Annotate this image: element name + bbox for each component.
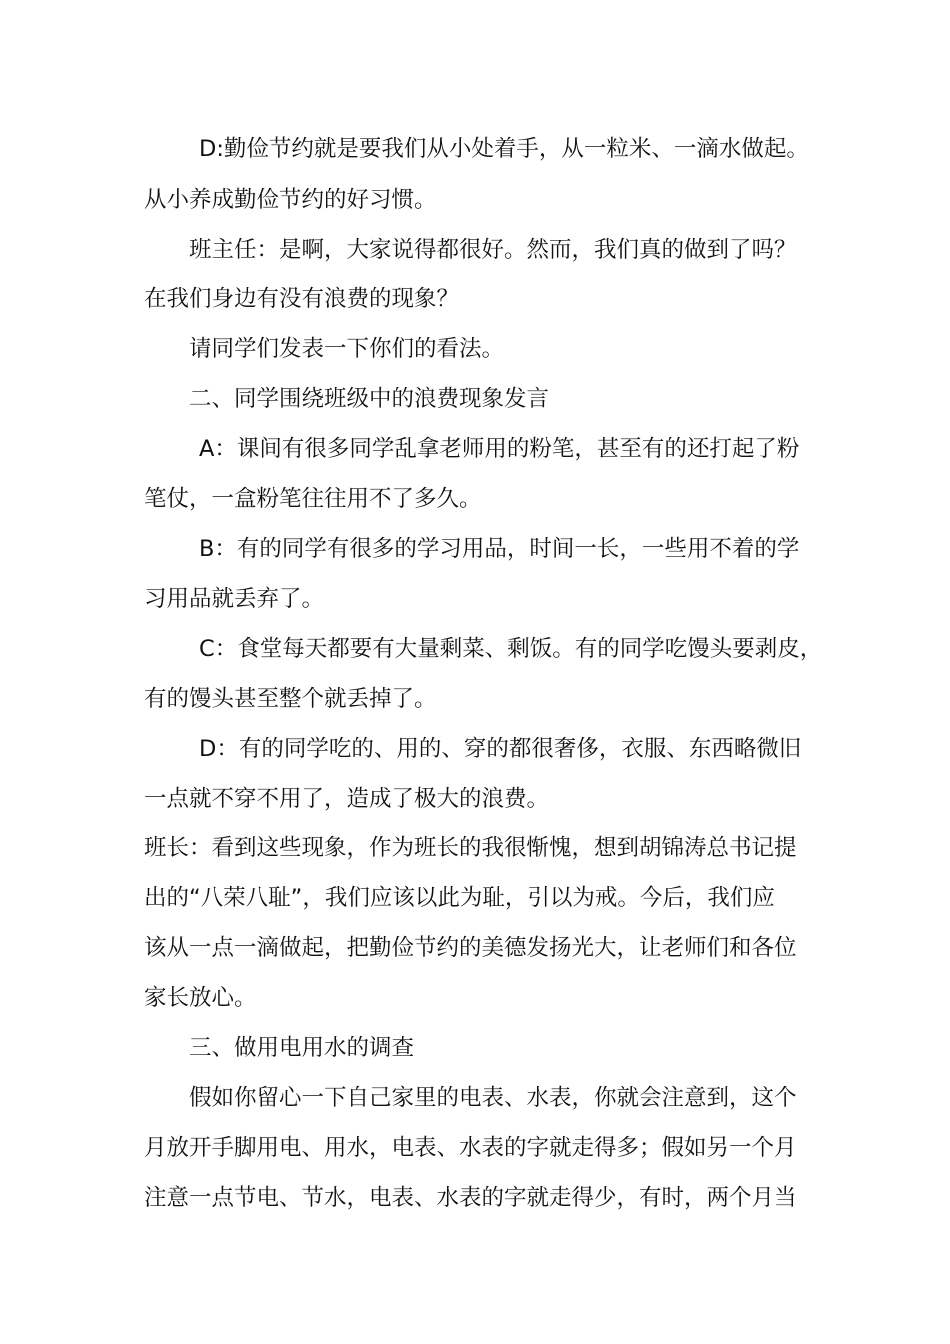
paragraph-line: 出的“八荣八耻”，我们应该以此为耻，引以为戒。今后，我们应 (144, 885, 775, 911)
paragraph-line: 月放开手脚用电、用水，电表、水表的字就走得多；假如另一个月 (144, 1135, 797, 1161)
paragraph-line: D：有的同学吃的、用的、穿的都很奢侈，衣服、东西略微旧 (199, 736, 802, 762)
paragraph-line: 一点就不穿不用了，造成了极大的浪费。 (144, 786, 550, 812)
paragraph-line: 班长：看到这些现象，作为班长的我很惭愧，想到胡锦涛总书记提 (144, 835, 797, 861)
paragraph-line: 笔仗，一盒粉笔往往用不了多久。 (144, 486, 482, 512)
paragraph-line: 家长放心。 (144, 985, 257, 1011)
paragraph-line: 班主任：是啊，大家说得都很好。然而，我们真的做到了吗？ (189, 237, 797, 263)
paragraph-line: 有的馒头甚至整个就丢掉了。 (144, 686, 437, 712)
section-heading: 三、做用电用水的调查 (189, 1035, 415, 1061)
paragraph-line: A：课间有很多同学乱拿老师用的粉笔，甚至有的还打起了粉 (199, 436, 800, 462)
paragraph-line: D:勤俭节约就是要我们从小处着手，从一粒米、一滴水做起。 (199, 136, 809, 162)
paragraph-line: 假如你留心一下自己家里的电表、水表，你就会注意到，这个 (189, 1085, 797, 1111)
section-heading: 二、同学围绕班级中的浪费现象发言 (189, 386, 550, 412)
paragraph-line: 请同学们发表一下你们的看法。 (189, 336, 505, 362)
paragraph-line: 从小养成勤俭节约的好习惯。 (144, 187, 437, 213)
paragraph-line: 习用品就丢弃了。 (144, 586, 325, 612)
paragraph-line: 在我们身边有没有浪费的现象？ (144, 286, 460, 312)
paragraph-line: C：食堂每天都要有大量剩菜、剩饭。有的同学吃馒头要剥皮， (199, 636, 823, 662)
paragraph-line: B：有的同学有很多的学习用品，时间一长，一些用不着的学 (199, 536, 800, 562)
paragraph-line: 该从一点一滴做起，把勤俭节约的美德发扬光大，让老师们和各位 (144, 935, 797, 961)
paragraph-line: 注意一点节电、节水，电表、水表的字就走得少，有时，两个月当 (144, 1185, 797, 1211)
